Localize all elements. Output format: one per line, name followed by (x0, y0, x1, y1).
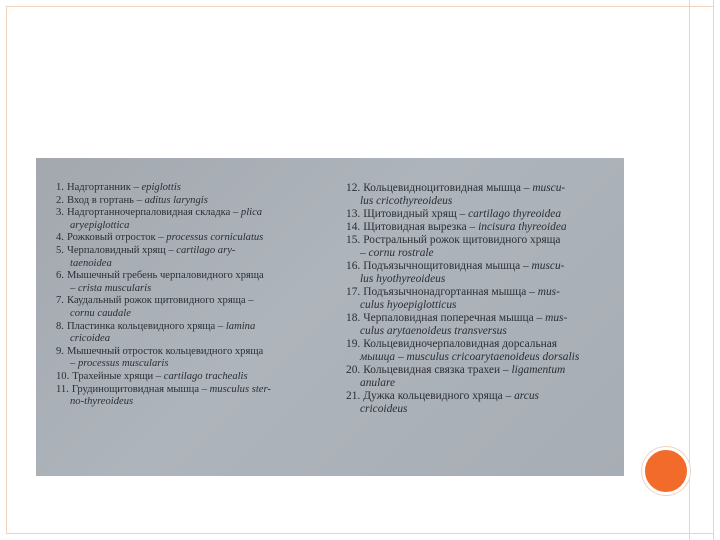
legend-entry (346, 208, 616, 221)
legend-term-russian: Подъязычнонадгортанная мышца – (363, 286, 535, 298)
legend-entry (346, 260, 616, 286)
legend-number: 2. (56, 194, 64, 206)
legend-number: 6. (56, 270, 64, 282)
legend-term-russian: Кольцевидночерпаловидная дорсальная (363, 338, 558, 350)
legend-term-russian: Черпаловидный хрящ – (66, 244, 174, 256)
legend-continuation: culus hyoepiglotticus (360, 299, 457, 311)
legend-continuation: taenoidea (70, 257, 112, 269)
legend-term-russian: Черпаловидная поперечная мышца – (363, 312, 543, 324)
legend-continuation: no-thyreoideus (70, 396, 134, 408)
legend-term-latin: mus- (537, 286, 560, 298)
legend-entry (56, 232, 336, 245)
legend-term-latin: aditus laryngis (144, 194, 208, 206)
legend-number: 21. (346, 390, 361, 402)
legend-number: 20. (346, 364, 361, 376)
legend-entry (346, 390, 616, 416)
accent-circle (642, 447, 690, 495)
legend-entry (56, 371, 336, 384)
legend-term-russian: Вход в гортань – (66, 194, 142, 206)
legend-term-russian: Дужка кольцевидного хряща – (363, 390, 512, 402)
legend-entry (346, 221, 616, 234)
legend-entry (56, 346, 336, 371)
legend-entry (346, 234, 616, 260)
slide-side-stripe (689, 0, 714, 540)
legend-entry (346, 312, 616, 338)
legend-entry (56, 195, 336, 208)
legend-term-latin: processus corniculatus (166, 232, 264, 244)
legend-term-russian: Кольцевидноцитовидная мышца – (363, 182, 530, 194)
legend-number: 7. (56, 295, 64, 307)
legend-entry (56, 245, 336, 270)
legend-term-russian: Надгортанночерпаловидная складка – (66, 207, 239, 219)
legend-photo (36, 158, 624, 476)
legend-term-latin: cartilago thyreoidea (468, 208, 562, 220)
legend-number: 13. (346, 208, 361, 220)
legend-term-russian: Щитовидная вырезка – (363, 221, 476, 233)
legend-number: 19. (346, 338, 361, 350)
legend-number: 16. (346, 260, 361, 272)
legend-term-russian: Мышечный гребень черпаловидного хряща (66, 270, 264, 282)
legend-term-latin: muscu- (531, 260, 565, 272)
legend-term-russian: Щитовидный хрящ – (363, 208, 466, 220)
legend-entry (346, 182, 616, 208)
legend-number: 5. (56, 244, 64, 256)
legend-entry (56, 384, 336, 409)
legend-continuation: cricoidea (70, 333, 111, 345)
legend-number: 11. (56, 383, 69, 395)
legend-continuation: cricoideus (360, 403, 408, 415)
legend-entry (56, 182, 336, 195)
legend-number: 12. (346, 182, 361, 194)
legend-term-latin: ligamentum (511, 364, 566, 376)
legend-continuation: мышца – musculus cricoarytaenoideus dorsalis (360, 351, 580, 363)
legend-number: 14. (346, 221, 361, 233)
legend-entry (56, 207, 336, 232)
legend-term-russian: Рожковый отросток – (66, 232, 164, 244)
legend-term-latin: lamina (225, 320, 256, 332)
legend-continuation: – crista muscularis (70, 282, 152, 294)
legend-number: 10. (56, 370, 70, 382)
legend-term-latin: epiglottis (141, 182, 181, 193)
legend-term-russian: Каудальный рожок щитовидного хряща – (66, 295, 254, 307)
legend-entry (346, 338, 616, 364)
legend-term-latin: mus- (545, 312, 568, 324)
legend-continuation: aryepiglottica (70, 219, 130, 231)
legend-entry (346, 364, 616, 390)
legend-number: 18. (346, 312, 361, 324)
legend-right-column (346, 182, 616, 416)
legend-term-russian: Трахейные хрящи – (72, 370, 162, 382)
legend-term-russian: Ростральный рожок щитовидного хряща (363, 234, 561, 246)
legend-continuation: cornu caudale (70, 307, 131, 319)
legend-continuation: – cornu rostrale (360, 247, 434, 259)
legend-number: 4. (56, 232, 64, 244)
legend-continuation: – processus muscularis (70, 358, 169, 370)
legend-number: 1. (56, 182, 64, 193)
legend-continuation: anulare (360, 377, 396, 389)
legend-continuation: lus hyothyreoideus (360, 273, 446, 285)
legend-left-column (56, 182, 336, 409)
legend-entry (56, 270, 336, 295)
legend-term-russian: Пластинка кольцевидного хряща – (66, 320, 224, 332)
legend-term-russian: Мышечный отросток кольцевидного хряща (66, 345, 264, 357)
legend-number: 3. (56, 207, 64, 219)
legend-term-latin: incisura thyreoidea (478, 221, 567, 233)
legend-number: 17. (346, 286, 361, 298)
legend-term-russian: Кольцевидная связка трахеи – (363, 364, 509, 376)
legend-continuation: lus cricothyreoideus (360, 195, 453, 207)
legend-term-latin: plica (240, 207, 263, 219)
legend-term-latin: muscu- (532, 182, 566, 194)
legend-term-russian: Подъязычнощитовидная мышца – (363, 260, 529, 272)
legend-entry (346, 286, 616, 312)
legend-entry (56, 321, 336, 346)
legend-term-russian: Грудинощитовидная мышца – (71, 383, 207, 395)
legend-number: 8. (56, 320, 64, 332)
legend-term-russian: Надгортанник – (66, 182, 139, 193)
legend-number: 15. (346, 234, 361, 246)
legend-entry (56, 295, 336, 320)
legend-term-latin: arcus (514, 390, 539, 402)
legend-continuation: culus arytaenoideus transversus (360, 325, 507, 337)
legend-term-latin: cartilago ary- (176, 244, 236, 256)
legend-term-latin: musculus ster- (209, 383, 271, 395)
legend-term-latin: cartilago trachealis (163, 370, 248, 382)
legend-number: 9. (56, 345, 64, 357)
